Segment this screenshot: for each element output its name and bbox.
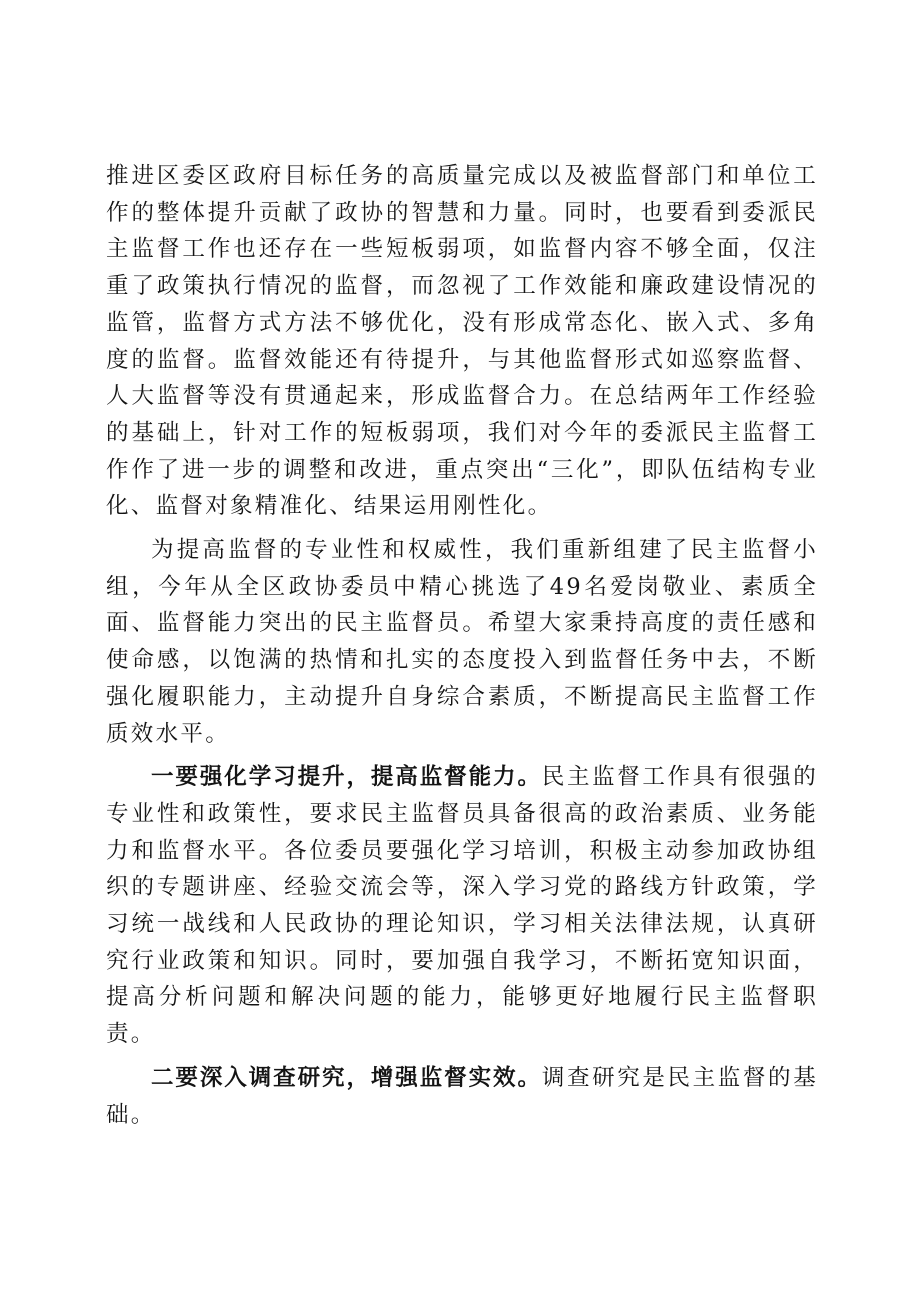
paragraph-lead-heading: 一要强化学习提升，提高监督能力。: [151, 764, 542, 791]
paragraph-text: 民主监督工作具有很强的专业性和政策性，要求民主监督员具备很高的政治素质、业务能力和监督水平。各位委员要强化学习培训，积极主动参加政协组织的专题讲座、经验交流会等，深入学习党的路线方针政策，学习统一战线和人民政协的理论知识，学习相关法律法规，认真研究行业政策和知识。同时，要加强自我学习，不断拓宽知识面，提高分析问题和解决问题的能力，能够更好地履行民主监督职责。: [106, 764, 818, 1048]
paragraph-research-requirement: [106, 1060, 818, 1133]
paragraph-study-requirement: [106, 759, 818, 1053]
paragraph-lead-heading: 二要深入调查研究，增强监督实效。: [151, 1064, 542, 1091]
paragraph-text: 为提高监督的专业性和权威性，我们重新组建了民主监督小组，今年从全区政协委员中精心挑选了49名爱岗敬业、素质全面、监督能力突出的民主监督员。希望大家秉持高度的责任感和使命感，以饱满的热情和扎实的态度投入到监督任务中去，不断强化履职能力，主动提升自身综合素质，不断提高民主监督工作质效水平。: [106, 537, 818, 747]
paragraph-text: 调查研究是民主监督的基础。: [106, 1064, 818, 1128]
document-body: [106, 158, 818, 1133]
paragraph-supervision-team: [106, 532, 818, 752]
paragraph-text: 推进区委区政府目标任务的高质量完成以及被监督部门和单位工作的整体提升贡献了政协的智慧和力量。同时，也要看到委派民主监督工作也还存在一些短板弱项，如监督内容不够全面，仅注重了政策执行情况的监督，而忽视了工作效能和廉政建设情况的监管，监督方式方法不够优化，没有形成常态化、嵌入式、多角度的监督。监督效能还有待提升，与其他监督形式如巡察监督、人大监督等没有贯通起来，形成监督合力。在总结两年工作经验的基础上，针对工作的短板弱项，我们对今年的委派民主监督工作作了进一步的调整和改进，重点突出“三化”，即队伍结构专业化、监督对象精准化、结果运用刚性化。: [106, 163, 818, 520]
paragraph-continuation: [106, 158, 818, 525]
